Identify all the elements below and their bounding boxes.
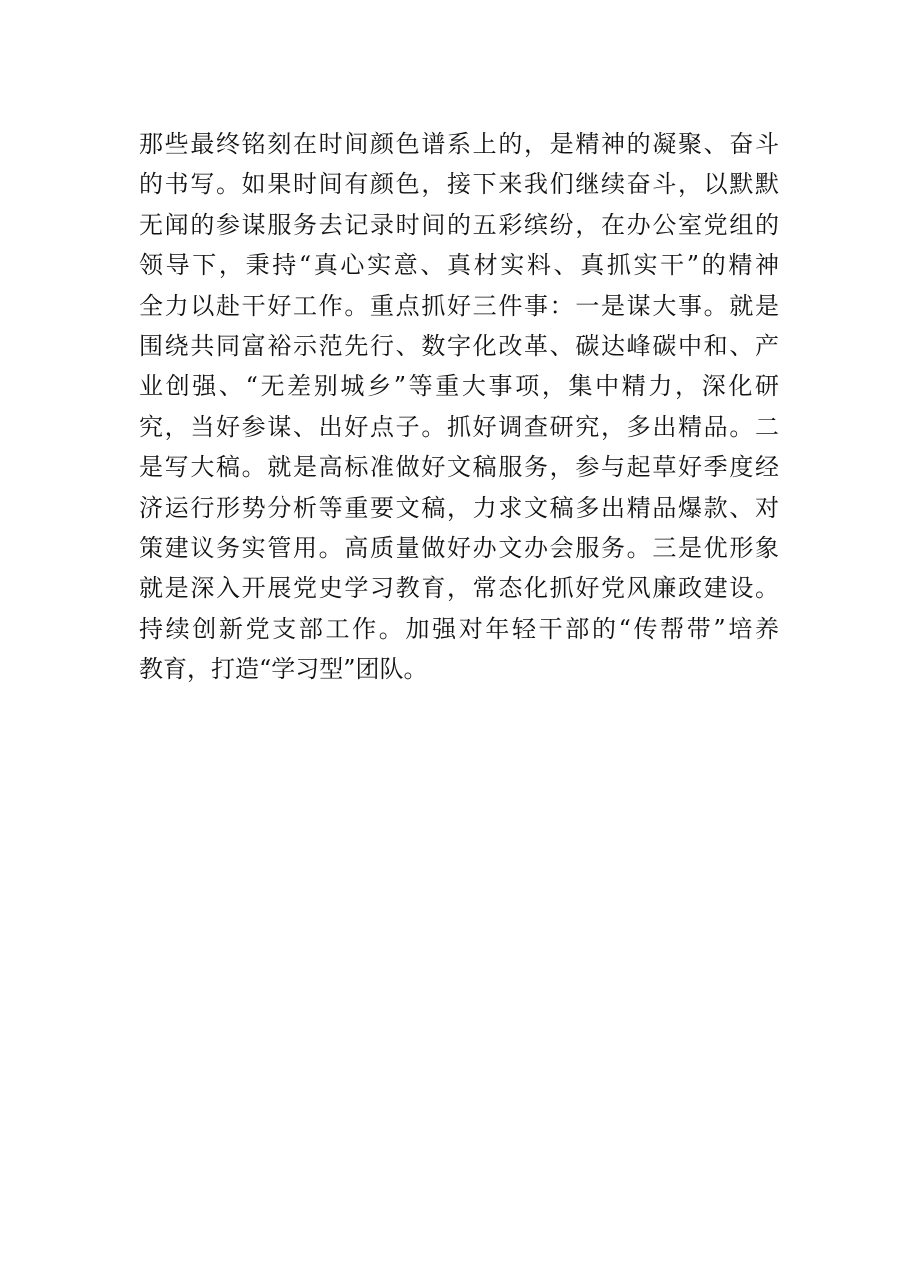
text-line: 全力以赴干好工作。重点抓好三件事：一是谋大事。就是 — [139, 291, 779, 320]
text-line: 持续创新党支部工作。加强对年轻干部的“传帮带”培养 — [139, 614, 779, 643]
text-line: 领导下，秉持“真心实意、真材实料、真抓实干”的精神 — [139, 251, 779, 280]
text-line: 济运行形势分析等重要文稿，力求文稿多出精品爆款、对 — [139, 493, 779, 522]
text-line: 是写大稿。就是高标准做好文稿服务，参与起草好季度经 — [139, 453, 779, 482]
text-line: 无闻的参谋服务去记录时间的五彩缤纷，在办公室党组的 — [139, 210, 779, 239]
text-line: 业创强、“无差别城乡”等重大事项，集中精力，深化研 — [139, 372, 779, 401]
text-line: 就是深入开展党史学习教育，常态化抓好党风廉政建设。 — [139, 574, 779, 603]
text-line: 那些最终铭刻在时间颜色谱系上的，是精神的凝聚、奋斗 — [139, 130, 779, 158]
text-line: 究，当好参谋、出好点子。抓好调查研究，多出精品。二 — [139, 412, 779, 441]
text-line: 教育，打造“学习型”团队。 — [139, 655, 428, 684]
text-line: 的书写。如果时间有颜色，接下来我们继续奋斗，以默默 — [139, 170, 779, 199]
text-line: 围绕共同富裕示范先行、数字化改革、碳达峰碳中和、产 — [139, 331, 779, 360]
body-paragraph — [139, 124, 779, 689]
text-line: 策建议务实管用。高质量做好办文办会服务。三是优形象 — [139, 533, 779, 562]
